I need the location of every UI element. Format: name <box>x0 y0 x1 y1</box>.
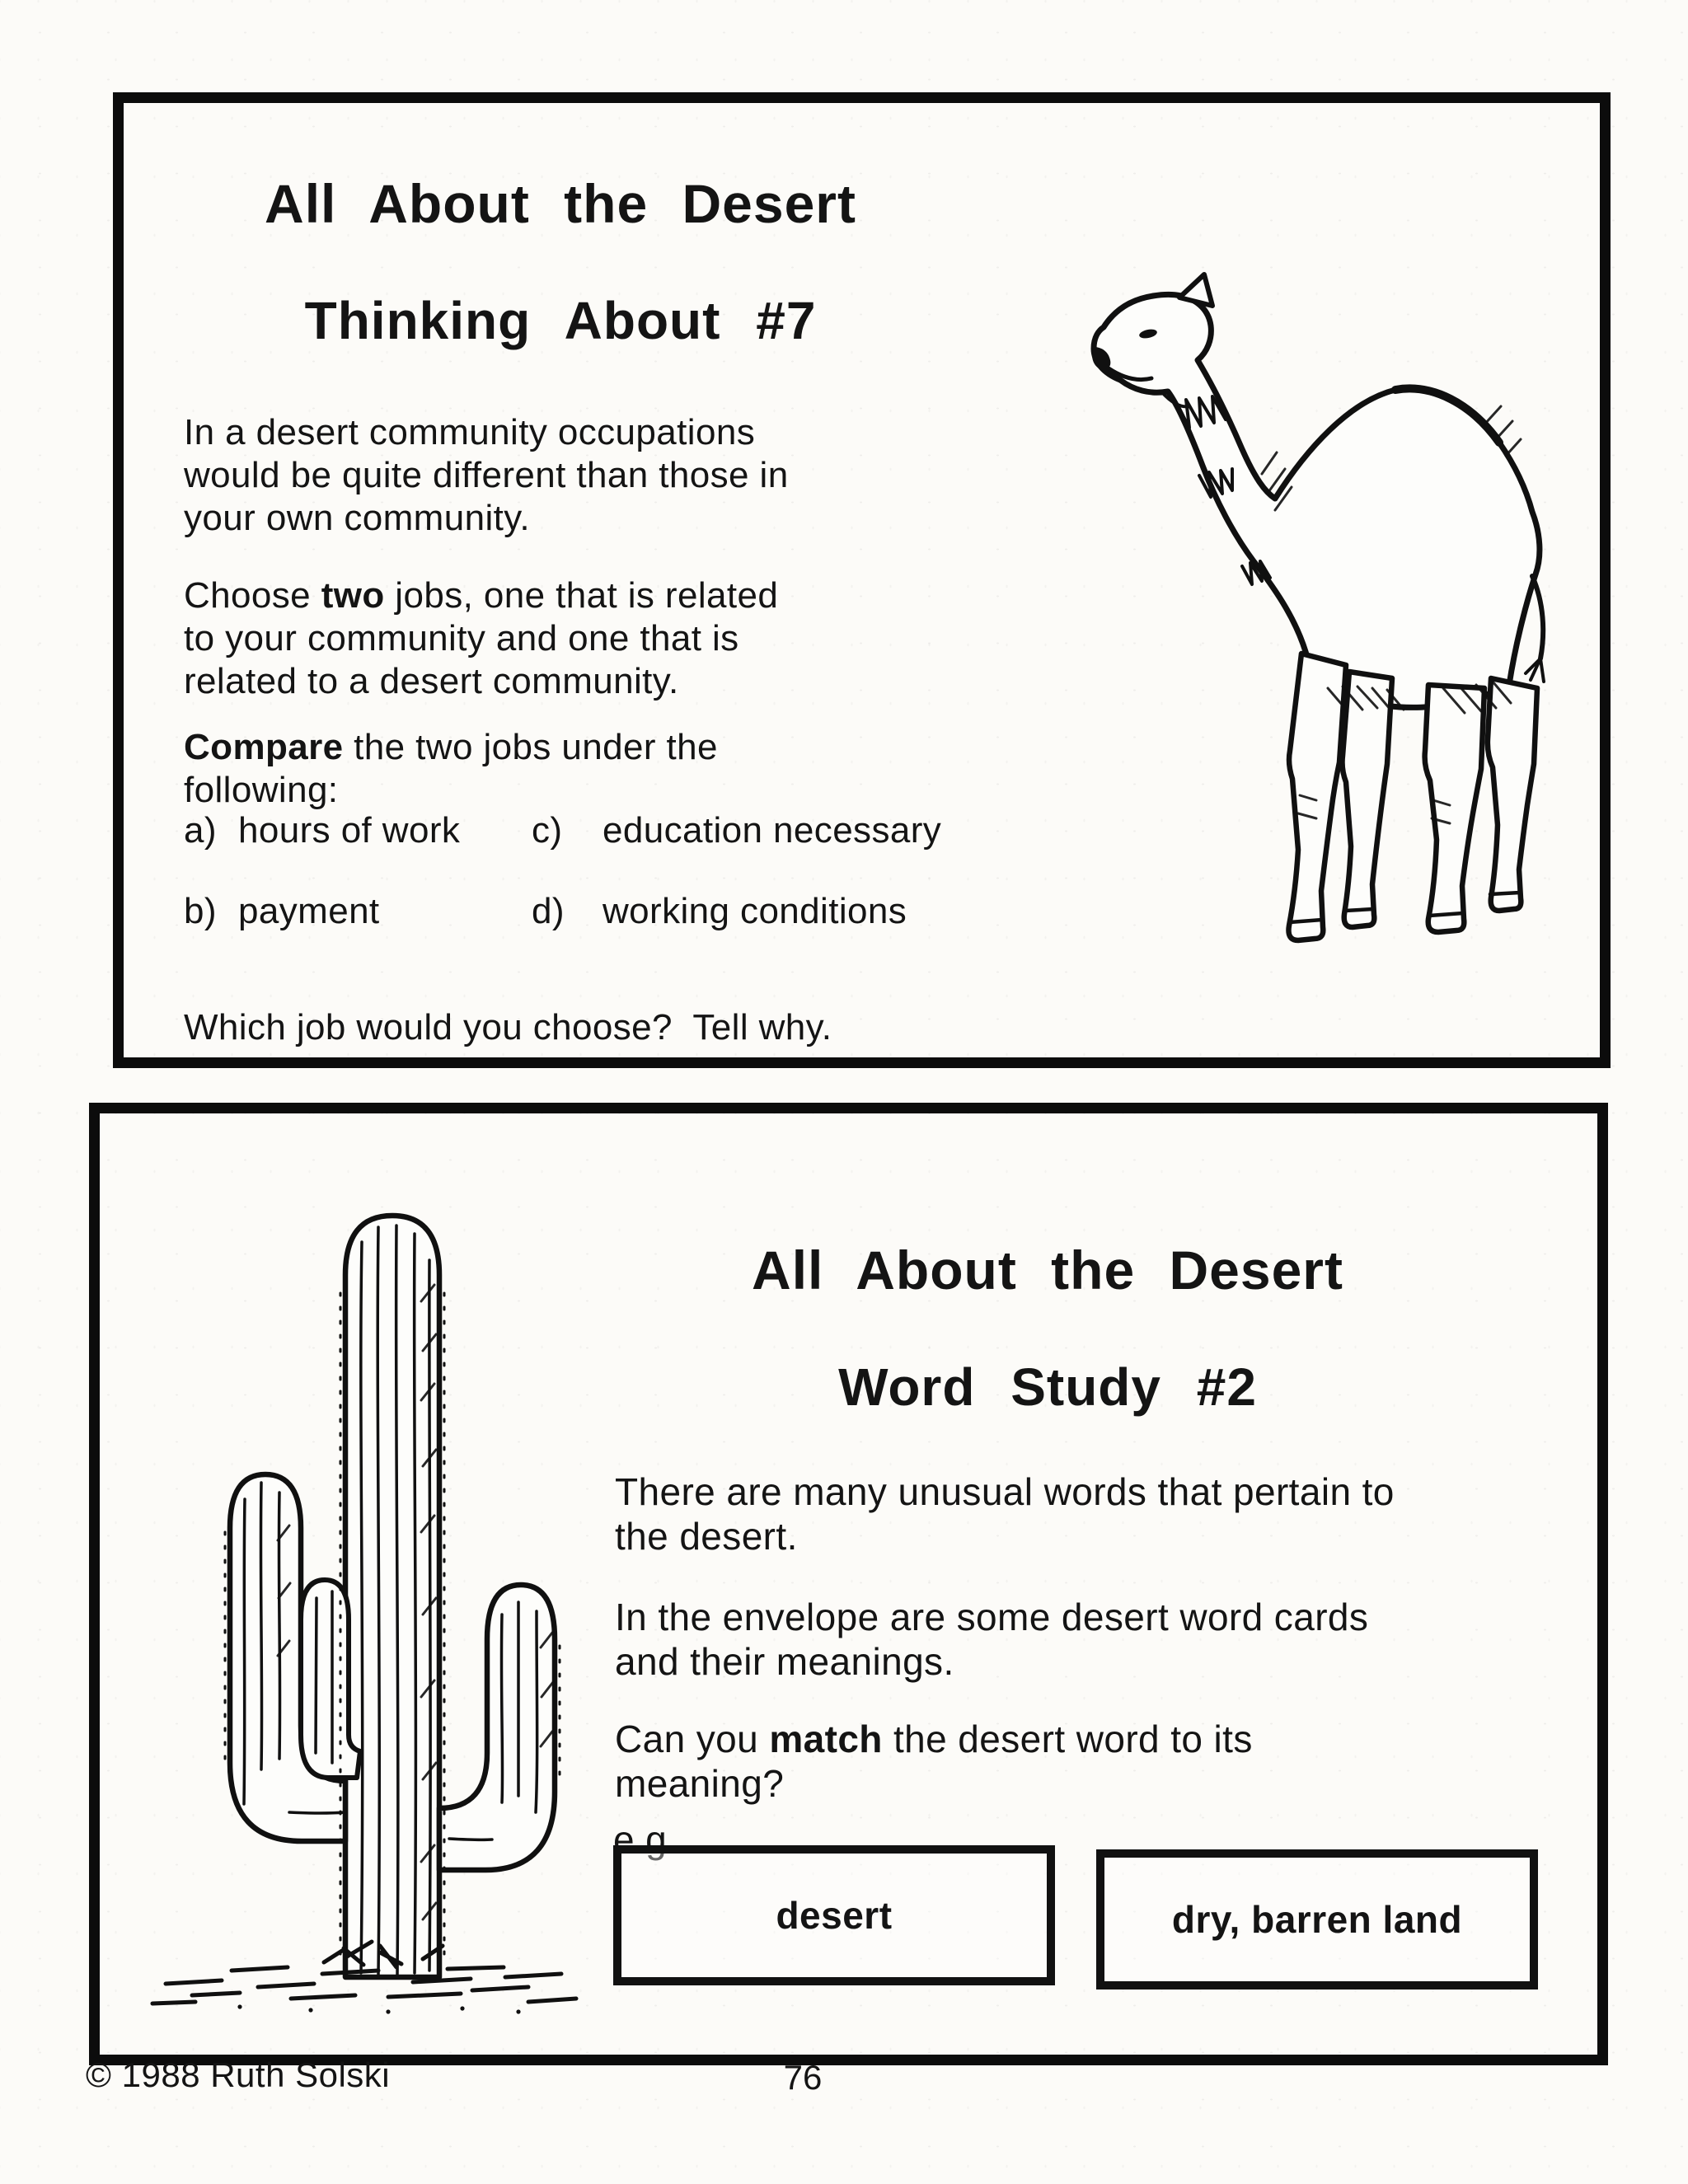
camel-front-near-leg <box>1288 654 1346 940</box>
meaning-card-label: dry, barren land <box>1171 1898 1463 1941</box>
bold-word: match <box>769 1718 883 1760</box>
paragraph-line: related to a desert community. <box>184 661 679 701</box>
card1-paragraph-2 <box>184 574 778 703</box>
paragraph-line <box>615 1717 1253 1761</box>
list-item-label-a: a) <box>184 810 217 851</box>
card1-subtitle: Thinking About #7 <box>304 291 817 351</box>
card-word-study-2 <box>89 1103 1608 2065</box>
text-segment: the two jobs under the <box>343 727 718 767</box>
cactus-trunk <box>345 1216 439 1977</box>
compare-list-row-ac <box>184 810 941 851</box>
card2-paragraph-2 <box>615 1595 1368 1684</box>
list-item-text-c: education necessary <box>603 810 942 851</box>
cactus-illustration <box>116 1153 603 2018</box>
paragraph-line <box>184 574 778 617</box>
paragraph-line: following: <box>184 770 339 810</box>
card2-paragraph-3 <box>615 1717 1253 1806</box>
paragraph-line <box>184 726 718 769</box>
text-segment: Can you <box>615 1718 770 1760</box>
desert-word-card <box>613 1845 1055 1985</box>
paragraph-line: There are many unusual words that pertain to <box>615 1470 1395 1513</box>
page-number: 76 <box>783 2058 823 2097</box>
card-thinking-about-7 <box>113 92 1611 1068</box>
paragraph-line: In a desert community occupations <box>184 412 756 452</box>
text-segment: the desert word to its <box>882 1718 1253 1760</box>
desert-word-card-label: desert <box>776 1894 893 1937</box>
camel-body <box>1094 294 1540 707</box>
list-item-text-b: payment <box>238 891 380 931</box>
card1-title: All About the Desert <box>265 173 856 235</box>
paragraph-line: would be quite different than those in <box>184 455 789 495</box>
list-item-label-b: b) <box>184 891 217 931</box>
text-segment: Choose <box>184 575 321 616</box>
card2-paragraph-1 <box>615 1469 1395 1558</box>
camel-ear <box>1179 274 1212 306</box>
card2-subtitle: Word Study #2 <box>838 1357 1257 1418</box>
card2-title: All About the Desert <box>752 1240 1343 1301</box>
bold-word: Compare <box>184 727 344 767</box>
paragraph-line: the desert. <box>615 1515 798 1558</box>
paragraph-line: In the envelope are some desert word cards <box>615 1596 1369 1638</box>
bold-word: two <box>321 575 385 616</box>
card1-closing-question: Which job would you choose? Tell why. <box>184 1007 832 1047</box>
list-item-text-d: working conditions <box>603 891 907 931</box>
camel-tail-tuft <box>1526 658 1544 682</box>
list-item-text-a: hours of work <box>238 810 461 851</box>
camel-hind-near-leg <box>1425 685 1484 932</box>
card1-paragraph-1 <box>184 411 789 540</box>
list-item-label-c: c) <box>532 810 563 851</box>
paragraph-line: your own community. <box>184 498 531 538</box>
card1-paragraph-3 <box>184 726 718 812</box>
meaning-card <box>1096 1849 1538 1990</box>
text-segment: jobs, one that is related <box>384 575 779 616</box>
camel-illustration <box>1056 227 1571 985</box>
paragraph-line: meaning? <box>615 1762 785 1805</box>
copyright-notice: © 1988 Ruth Solski <box>86 2055 391 2094</box>
camel-hind-far-leg <box>1488 678 1537 911</box>
list-item-label-d: d) <box>532 891 565 931</box>
compare-list-row-bd <box>184 891 907 932</box>
paragraph-line: to your community and one that is <box>184 618 739 658</box>
example-label: e.g. <box>613 1818 678 1861</box>
paragraph-line: and their meanings. <box>615 1640 954 1683</box>
camel-front-far-leg <box>1343 672 1393 927</box>
